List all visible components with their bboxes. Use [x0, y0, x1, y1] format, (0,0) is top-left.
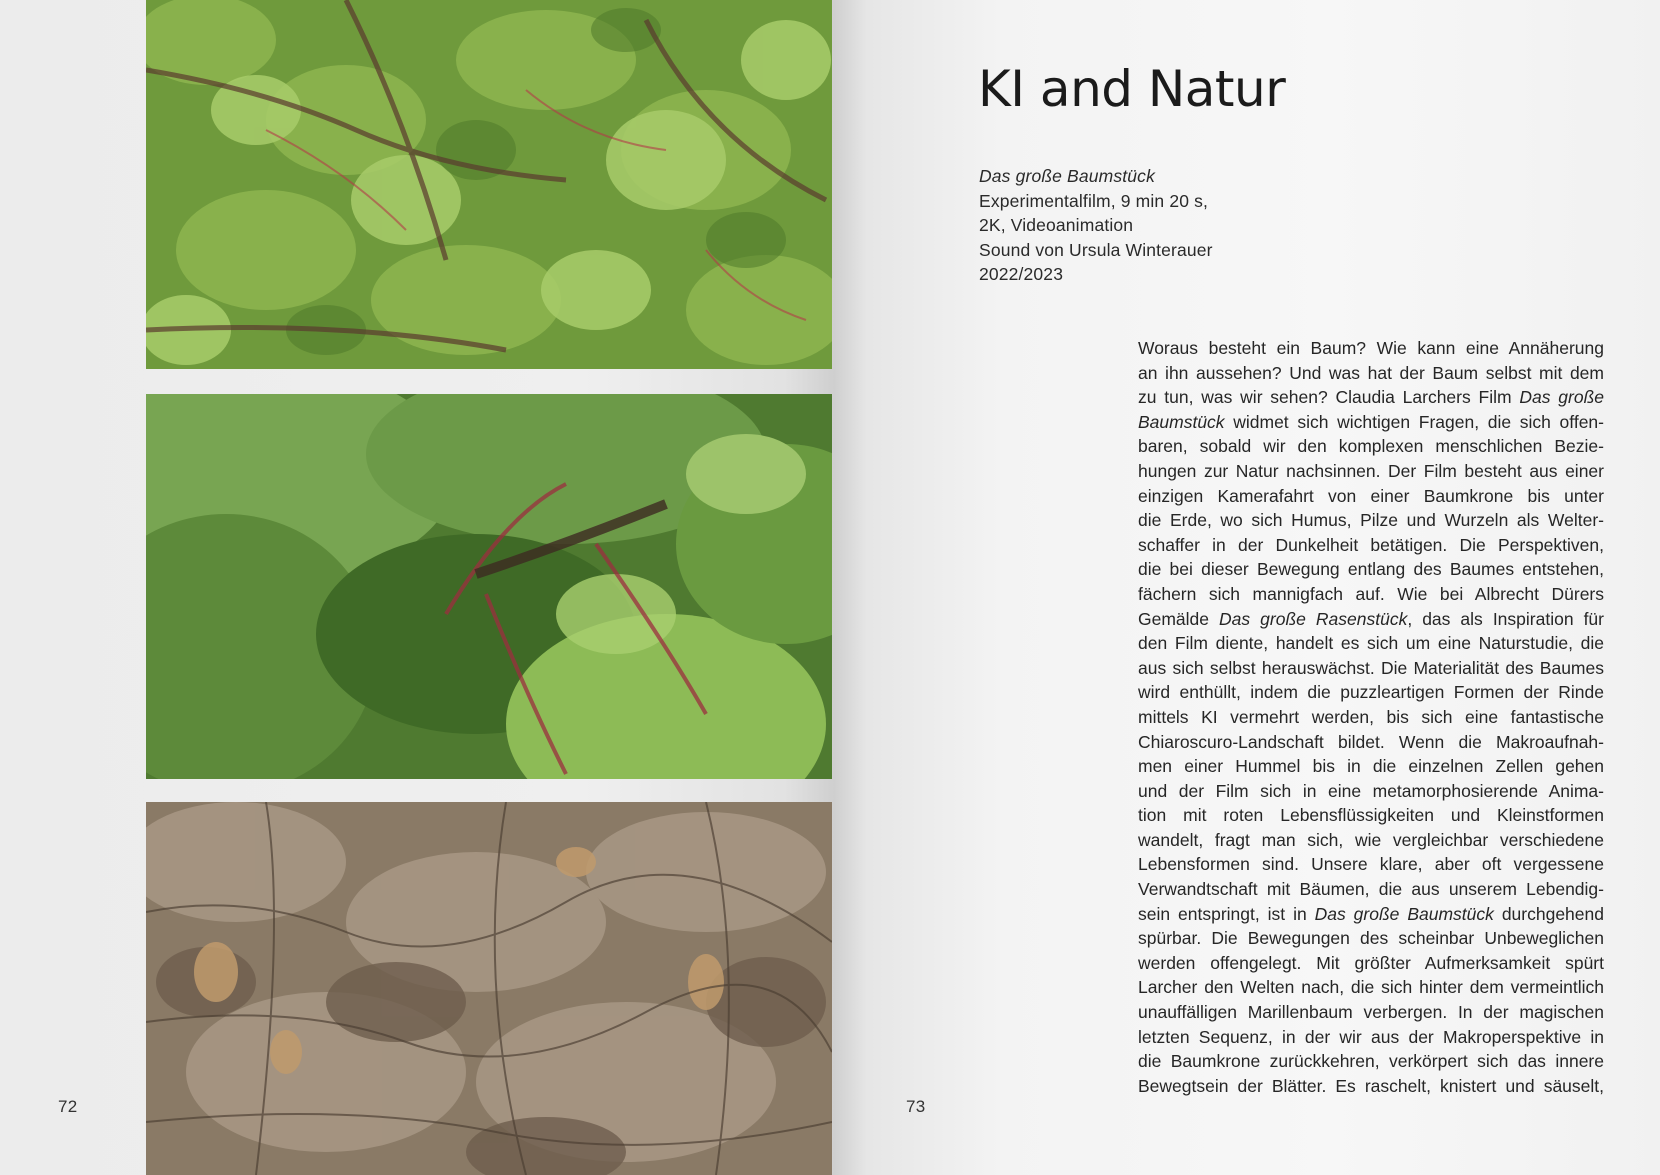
body-line: und der Film sich in eine metamorphosierende Anima- — [1138, 780, 1604, 801]
body-line: Verwandtschaft mit Bäumen, die aus unserem Lebendig- — [1138, 879, 1604, 900]
body-line — [1138, 385, 1604, 410]
body-line: mittels KI vermehrt werden, bis sich eine fantastische — [1138, 706, 1604, 727]
article-title: KI and Natur — [978, 60, 1286, 118]
work-credits — [979, 164, 1213, 287]
body-line — [1138, 607, 1604, 632]
page-number-left: 72 — [58, 1097, 78, 1116]
body-line-italic-title: Baumstück — [1138, 411, 1225, 432]
body-line: die Baumkrone zurückkehren, verkörpert sich das innere — [1138, 1051, 1604, 1072]
body-line: Bewegtsein der Blätter. Es raschelt, knistert und säuselt, — [1138, 1075, 1604, 1096]
body-line: fächern sich mannigfach auf. Wie bei Albrecht Dürers — [1138, 583, 1604, 604]
body-line: einzigen Kamerafahrt von einer Baumkrone bis unter — [1138, 485, 1604, 506]
body-line-text: zu tun, was wir sehen? Claudia Larchers Film — [1138, 387, 1520, 408]
body-line: wird enthüllt, indem die puzzleartigen Formen der Rinde — [1138, 682, 1604, 703]
body-line: an ihn aussehen? Und was hat der Baum selbst mit dem — [1138, 362, 1604, 383]
credit-line: 2K, Videoanimation — [979, 215, 1134, 236]
body-line: schaffer in der Dunkelheit betätigen. Die Perspektiven, — [1138, 534, 1604, 555]
body-line: Woraus besteht ein Baum? Wie kann eine Annäherung — [1138, 338, 1604, 358]
body-line — [1138, 902, 1604, 927]
body-line: Lebensformen sind. Unsere klare, aber oft vergessene — [1138, 854, 1604, 875]
body-line: den Film diente, handelt es sich um eine Naturstudie, die — [1138, 633, 1604, 654]
body-line: unauffälligen Marillenbaum verbergen. In der magischen — [1138, 1002, 1604, 1023]
work-title: Das große Baumstück — [979, 166, 1155, 186]
body-line: die Erde, wo sich Humus, Pilze und Wurzeln als Welter- — [1138, 510, 1604, 531]
body-line: Larcher den Welten nach, die sich hinter dem vermeintlich — [1138, 977, 1604, 998]
body-line-italic-title: Das große — [1519, 387, 1604, 408]
body-line-text: durchgehend — [1493, 903, 1604, 924]
body-line: tion mit roten Lebensflüssigkeiten und Kleinstformen — [1138, 805, 1604, 826]
body-line: werden offengelegt. Mit größter Aufmerksamkeit spürt — [1138, 952, 1604, 973]
body-line: letzten Sequenz, in der wir aus der Makroperspektive in — [1138, 1026, 1604, 1047]
body-line: wandelt, fragt man sich, wie vergleichbar verschiedene — [1138, 829, 1604, 850]
body-line-text: , das als Inspiration für — [1407, 608, 1604, 629]
leaves-closeup-photo — [146, 394, 832, 779]
body-line: Chiaroscuro-Landschaft bildet. Wenn die Makroaufnah- — [1138, 731, 1604, 752]
body-line-italic-title: Das große Rasenstück — [1219, 608, 1408, 629]
credit-line: 2022/2023 — [979, 264, 1064, 285]
leaves-canopy-photo — [146, 0, 832, 369]
body-line: hungen zur Natur nachsinnen. Der Film besteht aus einer — [1138, 460, 1604, 481]
body-line-italic-title: Das große Baumstück — [1314, 903, 1494, 924]
body-line-text: sein entspringt, ist in — [1138, 903, 1315, 924]
bark-texture-photo — [146, 802, 832, 1175]
body-line: die bei dieser Bewegung entlang des Baumes entstehen, — [1138, 559, 1604, 580]
body-line — [1138, 410, 1604, 435]
page-number-right: 73 — [906, 1097, 926, 1116]
credit-line: Experimentalfilm, 9 min 20 s, — [979, 190, 1209, 211]
body-line-text: widmet sich wichtigen Fragen, die sich offen- — [1224, 411, 1604, 432]
body-line: men einer Hummel bis in die einzelnen Zellen gehen — [1138, 756, 1604, 777]
body-line-text: Gemälde — [1138, 608, 1220, 629]
credit-line: Sound von Ursula Winterauer — [979, 239, 1213, 260]
body-line: aus sich selbst herauswächst. Die Materialität des Baumes — [1138, 657, 1604, 678]
body-line: spürbar. Die Bewegungen des scheinbar Unbeweglichen — [1138, 928, 1604, 949]
body-line: baren, sobald wir den komplexen menschlichen Bezie- — [1138, 436, 1604, 457]
body-paragraph — [1138, 336, 1604, 1098]
